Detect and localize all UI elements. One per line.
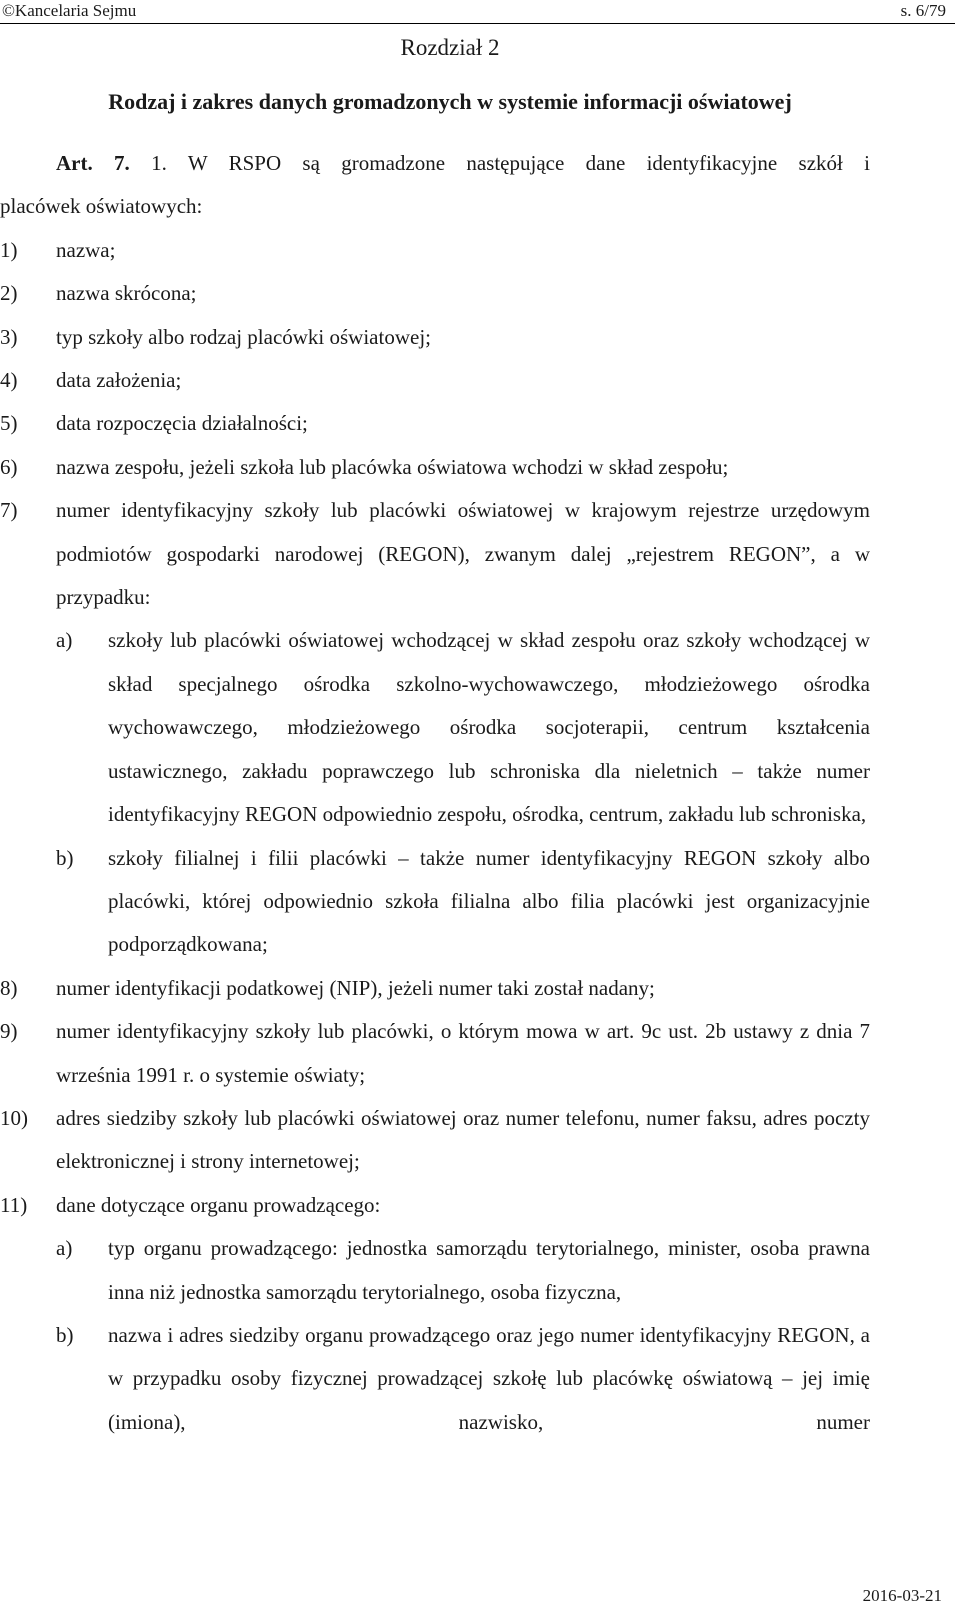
list-item [0, 316, 870, 359]
list-item [0, 1097, 870, 1184]
item-number: 2) [0, 281, 18, 306]
list-item [0, 1184, 870, 1227]
item-number: 8) [0, 975, 18, 1000]
item-text: data założenia; [56, 368, 182, 393]
header-divider [0, 23, 955, 24]
item-number: 5) [0, 411, 18, 436]
header-source: ©Kancelaria Sejmu [2, 1, 137, 20]
article-label: Art. 7. [56, 151, 130, 175]
item-text: numer identyfikacji podatkowej (NIP), jeżeli numer taki został nadany; [56, 975, 655, 1000]
footer-date: 2016-03-21 [862, 1586, 942, 1605]
item-number: 3) [0, 324, 18, 349]
sub-item-text: typ organu prowadzącego: jednostka samorządu terytorialnego, minister, osoba prawna inna niż jednostka samorządu terytorialnego, osoba fizyczna, [108, 1236, 870, 1304]
article-intro [0, 142, 870, 185]
chapter-title: Rodzaj i zakres danych gromadzonych w systemie informacji oświatowej [108, 89, 792, 114]
sub-item-letter: a) [56, 1236, 73, 1261]
item-text: typ szkoły albo rodzaj placówki oświatowej; [56, 324, 431, 349]
list-item [0, 272, 870, 315]
item-number: 1) [0, 237, 18, 262]
sub-item-text: nazwa i adres siedziby organu prowadzącego oraz jego numer identyfikacyjny REGON, a w przypadku osoby fizycznej prowadzącej szkołę lub placówkę oświatową – jej imię (imiona), nazwisko, numer [108, 1322, 870, 1434]
article-intro-continued: placówek oświatowych: [0, 194, 203, 219]
item-text: data rozpoczęcia działalności; [56, 411, 308, 436]
item-number: 6) [0, 454, 18, 479]
sub-item [56, 619, 870, 836]
article-intro-text: 1. W RSPO są gromadzone następujące dane identyfikacyjne szkół i [129, 151, 870, 175]
list-item [0, 402, 870, 445]
sub-item-text: szkoły lub placówki oświatowej wchodzącej w skład zespołu oraz szkoły wchodzącej w skład specjalnego ośrodka szkolno-wychowawczego, młodzieżowego ośrodka wychowawczego, młodzieżowego ośrodka socjoterapii, centrum kształcenia ustawicznego, zakładu poprawczego lub schroniska dla nieletnich – także numer identyfikacyjny REGON odpowiednio zespołu, ośrodka, centrum, zakładu lub schroniska, [108, 628, 870, 827]
item-text: nazwa zespołu, jeżeli szkoła lub placówka oświatowa wchodzi w skład zespołu; [56, 454, 729, 479]
sub-item [56, 837, 870, 967]
item-number: 9) [0, 1019, 18, 1044]
sub-item [56, 1227, 870, 1314]
item-text: nazwa; [56, 237, 116, 262]
sub-item-letter: b) [56, 1322, 74, 1347]
article-body [0, 142, 870, 1444]
chapter-heading: Rozdział 2 [400, 35, 500, 60]
sub-item-letter: b) [56, 845, 74, 870]
item-text: dane dotyczące organu prowadzącego: [56, 1192, 381, 1217]
item-number: 10) [0, 1105, 28, 1130]
item-number: 7) [0, 498, 18, 523]
list-item [0, 1010, 870, 1097]
sub-item-letter: a) [56, 628, 73, 653]
sub-item [56, 1314, 870, 1444]
item-number: 4) [0, 368, 18, 393]
list-item [0, 446, 870, 489]
list-item [0, 229, 870, 272]
list-item [0, 489, 870, 619]
header-page-number: s. 6/79 [900, 1, 946, 20]
item-text: numer identyfikacyjny szkoły lub placówki oświatowej w krajowym rejestrze urzędowym podmiotów gospodarki narodowej (REGON), zwanym dalej „rejestrem REGON”, a w przypadku: [56, 498, 870, 610]
item-text: nazwa skrócona; [56, 281, 197, 306]
item-text: numer identyfikacyjny szkoły lub placówki, o którym mowa w art. 9c ust. 2b ustawy z dnia 7 września 1991 r. o systemie oświaty; [56, 1019, 870, 1087]
list-item [0, 359, 870, 402]
sub-item-text: szkoły filialnej i filii placówki – także numer identyfikacyjny REGON szkoły albo placówki, której odpowiednio szkoła filialna albo filia placówki jest organizacyjnie podporządkowana; [108, 845, 870, 957]
item-number: 11) [0, 1192, 28, 1217]
list-item [0, 967, 870, 1010]
item-text: adres siedziby szkoły lub placówki oświatowej oraz numer telefonu, numer faksu, adres poczty elektronicznej i strony internetowej; [56, 1105, 870, 1174]
